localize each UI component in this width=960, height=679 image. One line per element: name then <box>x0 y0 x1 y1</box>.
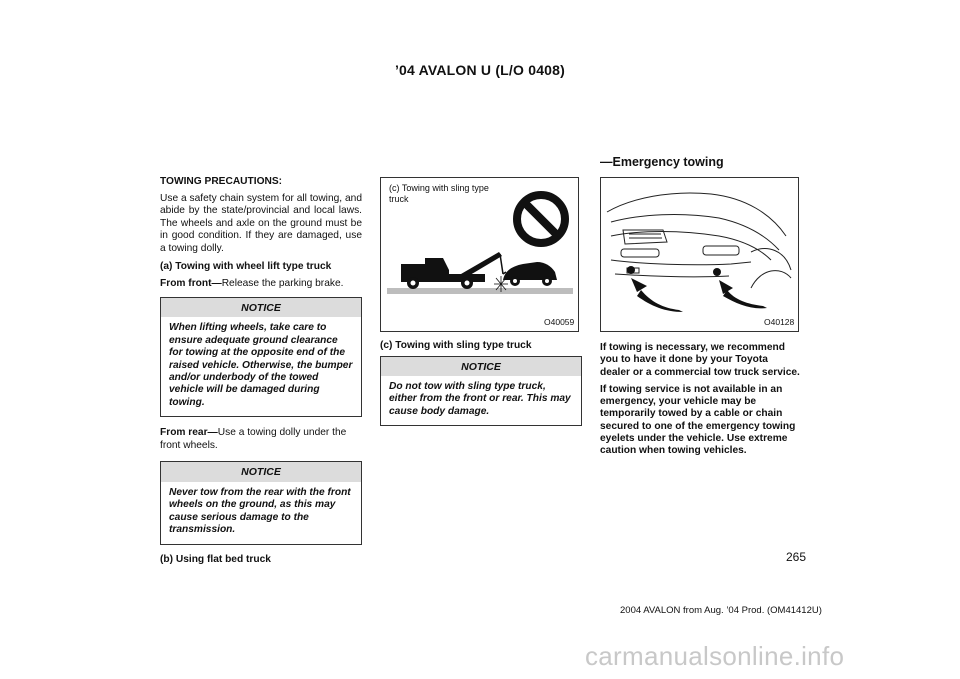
towing-eyelets-figure <box>600 177 799 332</box>
figure-code: O40128 <box>764 317 795 327</box>
towing-intro-paragraph: Use a safety chain system for all towing, and abide by the state/provincial and local laws. The wheels and axle on the ground must be in good condition. If they are damaged, use a towing dolly. <box>160 192 362 254</box>
left-column <box>160 176 362 571</box>
towing-precautions-heading: TOWING PRECAUTIONS: <box>160 176 283 187</box>
notice-title: NOTICE <box>161 462 361 482</box>
sling-truck-illustration <box>381 178 578 331</box>
car-front-illustration <box>601 178 798 331</box>
section-title: —Emergency towing <box>600 155 724 169</box>
towed-car-icon <box>503 262 557 286</box>
footer-edition: 2004 AVALON from Aug. ’04 Prod. (OM41412U) <box>620 605 822 616</box>
figure-code: O40059 <box>544 317 575 327</box>
notice-title: NOTICE <box>161 298 361 318</box>
pointer-arrow-icon <box>631 278 767 312</box>
prohibition-sign-icon <box>517 195 565 243</box>
notice-text: Do not tow with sling type truck, either from the front or rear. This may cause body damage. <box>389 381 571 417</box>
notice-title: NOTICE <box>381 357 581 376</box>
notice-text: When lifting wheels, take care to ensure adequate ground clearance for towing at the opposite end of the raised vehicle. Otherwise, the bumper and/or underbody of the towed vehicle will be damaged during towing. <box>169 322 353 408</box>
page-header-title: ’04 AVALON U (L/O 0408) <box>394 62 566 78</box>
watermark: carmanualsonline.info <box>585 641 845 671</box>
notice-box-wheel-lift <box>160 297 362 417</box>
from-front-paragraph <box>160 278 362 291</box>
page-number: 265 <box>786 550 807 564</box>
from-rear-paragraph <box>160 427 362 452</box>
emergency-towing-paragraph: If towing service is not available in an emergency, your vehicle may be temporarily towed by a cable or chain secured to one of the emergency towing eyelets under the vehicle. Use extreme caution when towing vehicles. <box>600 383 796 457</box>
towing-eyelet-icon <box>627 266 721 276</box>
damage-burst-icon <box>494 276 508 292</box>
item-a-heading: (a) Towing with wheel lift type truck <box>160 260 332 272</box>
from-rear-text: Use a towing dolly under the front wheels. <box>160 427 347 451</box>
car-front-icon <box>607 193 791 288</box>
tow-truck-icon <box>401 252 502 289</box>
from-front-text: Release the parking brake. <box>221 278 344 290</box>
towing-recommendation-paragraph: If towing is necessary, we recommend you to have it done by your Toyota dealer or a commercial tow truck service. <box>600 342 800 378</box>
from-rear-label: From rear— <box>160 427 218 439</box>
sling-truck-figure <box>380 177 579 332</box>
notice-box-sling <box>380 356 582 426</box>
notice-text: Never tow from the rear with the front wheels on the ground, as this may cause serious damage to the transmission. <box>169 486 351 536</box>
right-column-text <box>600 342 800 463</box>
notice-box-rear-tow <box>160 461 362 544</box>
from-front-label: From front— <box>160 278 222 290</box>
item-b-heading: (b) Using flat bed truck <box>160 553 271 565</box>
sling-truck-caption: (c) Towing with sling type truck <box>380 340 532 351</box>
ground-strip <box>387 288 573 294</box>
figure-label: (c) Towing with sling type truck <box>389 183 489 204</box>
